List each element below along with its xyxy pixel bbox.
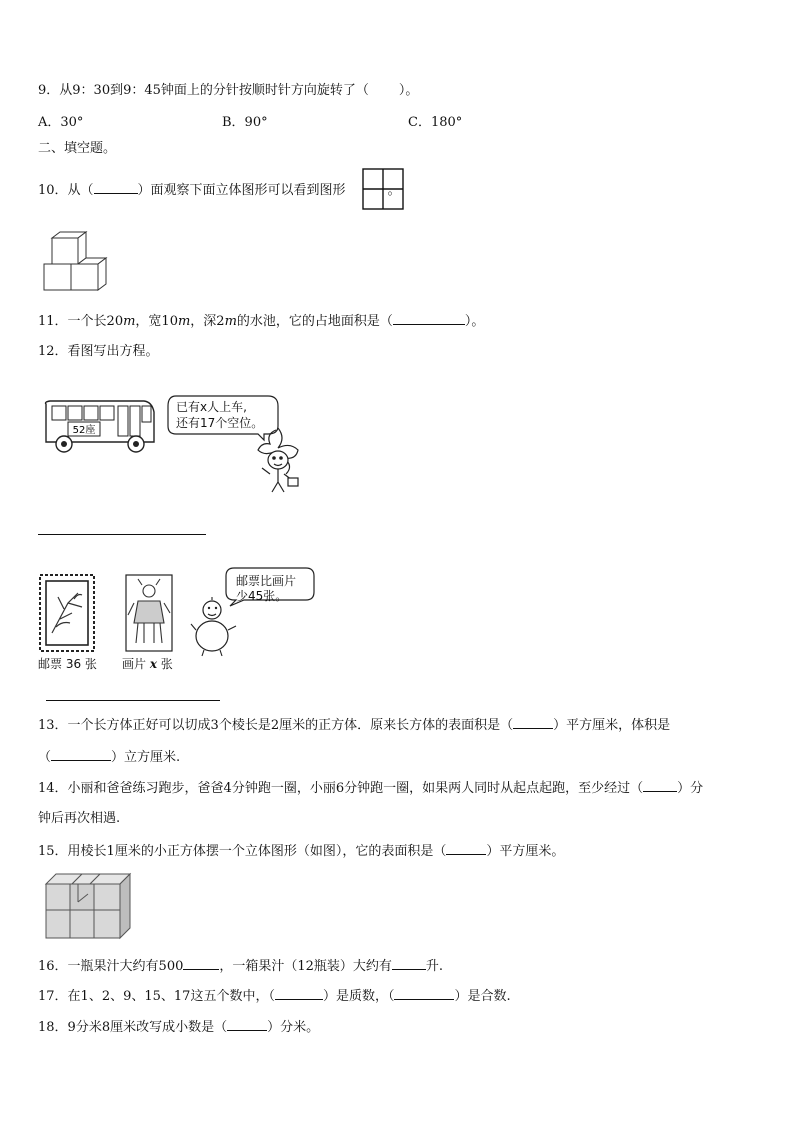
- answer-blank[interactable]: [513, 716, 553, 729]
- question-18: 18．9分米8厘米改写成小数是（ ）分米。: [38, 1020, 320, 1035]
- answer-blank[interactable]: [393, 312, 465, 325]
- question-9-option-a: A．30°: [38, 115, 84, 130]
- question-13-line-2: （ ）立方厘米.: [38, 750, 181, 765]
- question-11: 11．一个长20m，宽10m，深2m的水池，它的占地面积是（ ）。: [38, 314, 485, 329]
- answer-blank[interactable]: [51, 748, 111, 761]
- answer-blank[interactable]: [643, 779, 677, 792]
- bubble-2-line-2: 少45张。: [236, 589, 288, 603]
- bubble-1-line-2: 还有17个空位。: [176, 416, 264, 430]
- answer-blank[interactable]: [446, 842, 486, 855]
- answer-blank[interactable]: [275, 987, 323, 1000]
- question-9-option-b: B．90°: [222, 115, 268, 130]
- answer-line-1[interactable]: [38, 534, 206, 535]
- bus-seat-label: 52座: [72, 425, 96, 436]
- cartoon-vegetable-character: [248, 424, 316, 496]
- question-14-line-1: 14．小丽和爸爸练习跑步，爸爸4分钟跑一圈，小丽6分钟跑一圈，如果两人同时从起点起跑，至少经过（ ）分: [38, 781, 704, 796]
- cartoon-gourd-character: [190, 596, 238, 658]
- cubes-figure: [42, 230, 110, 292]
- answer-blank[interactable]: [183, 957, 219, 970]
- stamp-caption: 邮票 36 张: [38, 657, 97, 671]
- question-17: 17．在1、2、9、15、17这五个数中，（ ）是质数，（ ）是合数.: [38, 989, 511, 1004]
- question-15: 15．用棱长1厘米的小正方体摆一个立体图形（如图），它的表面积是（ ）平方厘米。: [38, 844, 565, 859]
- answer-blank[interactable]: [227, 1018, 267, 1031]
- question-14-line-2: 钟后再次相遇.: [38, 811, 121, 826]
- question-9-option-c: C．180°: [408, 115, 463, 130]
- question-16: 16．一瓶果汁大约有500 ，一箱果汁（12瓶装）大约有 升.: [38, 959, 444, 974]
- bus-illustration: [40, 398, 158, 458]
- picture-card-illustration: [124, 573, 174, 653]
- question-13-line-1: 13．一个长方体正好可以切成3个棱长是2厘米的正方体．原来长方体的表面积是（ ）平方厘米，体积是: [38, 718, 671, 733]
- cube-structure-figure: [42, 870, 134, 942]
- answer-blank[interactable]: [394, 987, 454, 1000]
- stamp-illustration: [38, 573, 96, 653]
- section-heading: 二、填空题。: [38, 141, 117, 156]
- bubble-2-line-1: 邮票比画片: [236, 574, 297, 588]
- answer-line-2[interactable]: [46, 700, 220, 701]
- view-grid-figure: [362, 168, 404, 210]
- question-9: 9．从9：30到9：45钟面上的分针按顺时针方向旋转了（ ）。: [38, 83, 419, 98]
- question-10: 10．从（ ）面观察下面立体图形可以看到图形 。: [38, 183, 401, 198]
- answer-blank[interactable]: [94, 181, 138, 194]
- question-12: 12．看图写出方程。: [38, 344, 159, 359]
- answer-blank[interactable]: [392, 957, 426, 970]
- picture-caption: 画片 x 张: [122, 657, 173, 671]
- bubble-1-line-1: 已有x人上车,: [176, 400, 247, 414]
